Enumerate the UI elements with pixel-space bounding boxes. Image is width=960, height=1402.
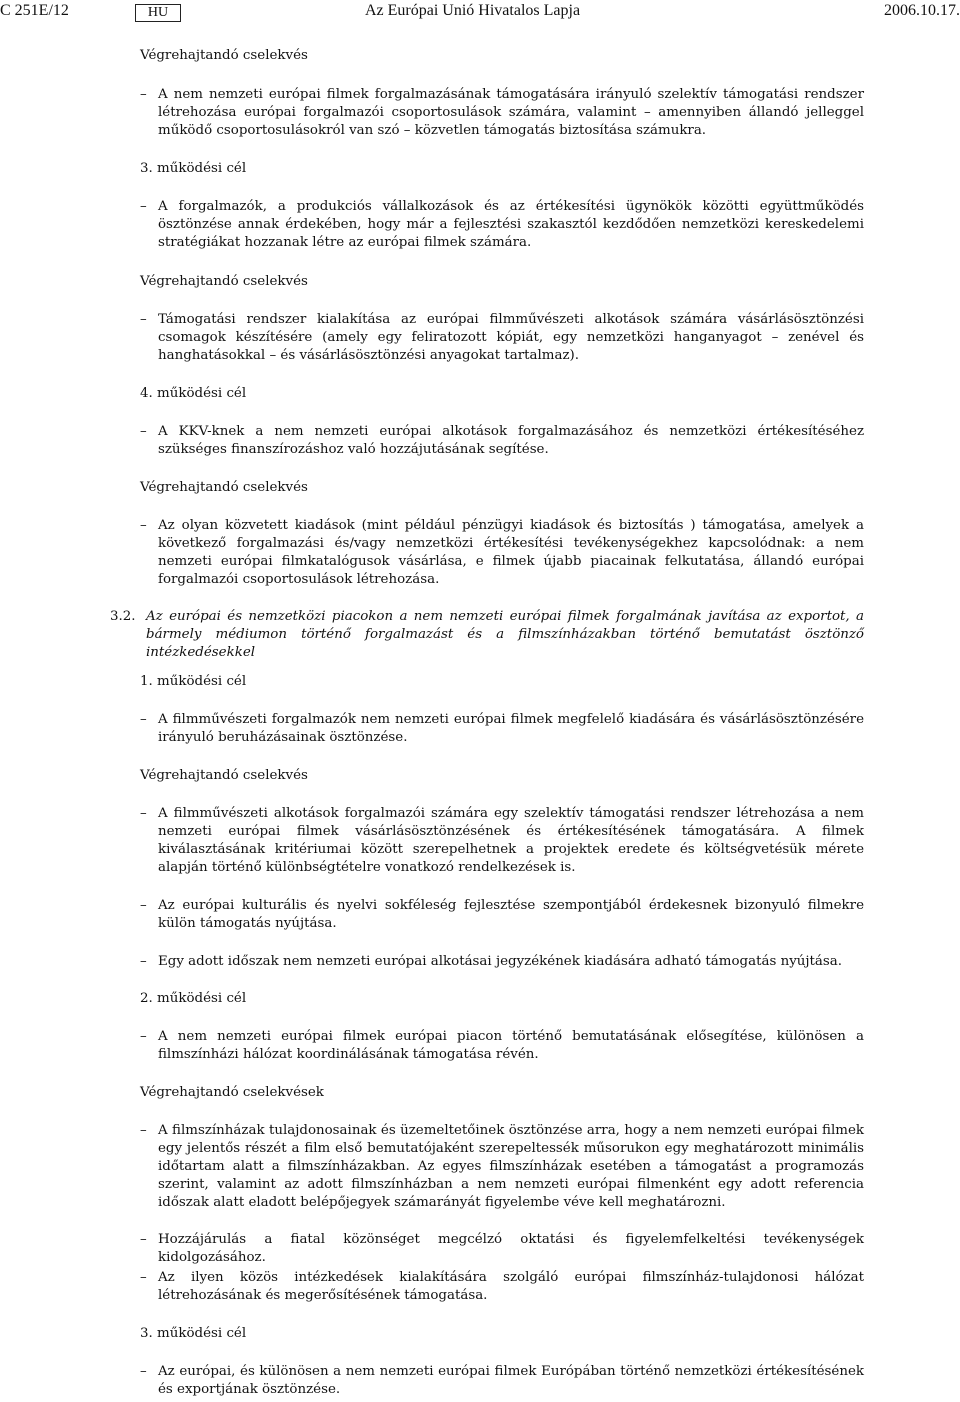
dash-bullet: – [140,712,147,727]
heading-action: Végrehajtandó cselekvés [140,768,308,783]
section-number: 3.2. [110,609,136,624]
heading-objective: 4. működési cél [140,386,247,401]
list-item [140,1231,864,1267]
heading-objective: 2. működési cél [140,991,247,1006]
list-item [140,1122,864,1212]
dash-bullet: – [140,806,147,821]
list-item-text: A nem nemzeti európai filmek forgalmazásának támogatására irányuló szelektív támogatási rendszer létrehozása európai forgalmazói csoportosulások számára, valamint – amennyiben állandó jelleggel működő csoportosulásokról van szó – közvetlen támogatás biztosítása számukra. [158,87,864,138]
dash-bullet: – [140,1232,147,1247]
list-item-text: Az olyan közvetett kiadások (mint például pénzügyi kiadások és biztosítás ) támogatása, amelyek a következő forgalmazási és/vagy nemzetközi értékesítési tevékenységekhez kapcsolódnak: a nem nemzeti európai filmkatalógusok vásárlása, e filmek újabb piacainak felkutatása, állandó európai forgalmazói csoportosulások létrehozása. [158,518,864,587]
list-item [140,86,864,140]
list-item [140,805,864,877]
list-item-text: A KKV-knek a nem nemzeti európai alkotások forgalmazásához és nemzetközi értékesítéséhez szükséges finanszírozáshoz való hozzájutásának segítése. [158,424,864,457]
heading-action: Végrehajtandó cselekvés [140,480,308,495]
list-item [140,1269,864,1305]
heading-action: Végrehajtandó cselekvések [140,1085,324,1100]
list-item-text: A filmművészeti alkotások forgalmazói számára egy szelektív támogatási rendszer létrehozása a nem nemzeti európai filmek vásárlásösztönzésének és értékesítésének támogatására. A filmek kiválasztásának kritériumai között szerepelhetnek a projektek eredete és költségvetésük mérete alapján történő különbségtételre vonatkozó rendelkezések is. [158,806,864,875]
page-header [0,2,960,24]
dash-bullet: – [140,1029,147,1044]
list-item-text: A forgalmazók, a produkciós vállalkozások és az értékesítési ügynökök közötti együttműködés ösztönzése annak érdekében, hogy már a fejlesztési szakasztól kezdődően nemzetközi kereskedelemi stratégiákat hozzanak létre az európai filmek számára. [158,199,864,250]
dash-bullet: – [140,954,147,969]
dash-bullet: – [140,87,147,102]
heading-action: Végrehajtandó cselekvés [140,48,308,63]
list-item-text: Az európai, és különösen a nem nemzeti európai filmek Európában történő nemzetközi értékesítésének és exportjának ösztönzése. [158,1364,864,1397]
dash-bullet: – [140,1270,147,1285]
list-item-text: Az ilyen közös intézkedések kialakítására szolgáló európai filmszínház-tulajdonosi hálózat létrehozásának és megerősítésének támogatása. [158,1270,864,1303]
list-item-text: Hozzájárulás a fiatal közönséget megcélzó oktatási és figyelemfelkeltési tevékenységek kidolgozásához. [158,1232,864,1265]
list-item-text: A filmművészeti forgalmazók nem nemzeti európai filmek megfelelő kiadására és vásárlásösztönzésére irányuló beruházásainak ösztönzése. [158,712,864,745]
list-item [140,1363,864,1399]
language-code-box: HU [135,4,181,22]
journal-title: Az Európai Unió Hivatalos Lapja [365,2,581,19]
list-item-text: A nem nemzeti európai filmek európai piacon történő bemutatásának elősegítése, különösen a filmszínházi hálózat koordinálásának támogatása révén. [158,1029,864,1062]
list-item [140,311,864,365]
dash-bullet: – [140,312,147,327]
heading-objective: 1. működési cél [140,674,247,689]
dash-bullet: – [140,898,147,913]
dash-bullet: – [140,199,147,214]
dash-bullet: – [140,424,147,439]
list-item [140,1028,864,1064]
list-item-text: Az európai kulturális és nyelvi sokféleség fejlesztése szempontjából érdekesnek bizonyuló filmekre külön támogatás nyújtása. [158,898,864,931]
list-item-text: Egy adott időszak nem nemzeti európai alkotásai jegyzékének kiadására adható támogatás nyújtása. [158,954,843,969]
heading-action: Végrehajtandó cselekvés [140,274,308,289]
journal-reference: C 251E/12 [0,2,69,19]
dash-bullet: – [140,518,147,533]
heading-objective: 3. működési cél [140,161,247,176]
dash-bullet: – [140,1123,147,1138]
list-item-text: Támogatási rendszer kialakítása az európai filmművészeti alkotások számára vásárlásösztönzési csomagok készítésére (amely egy feliratozott kópiát, egy nemzetközi hanganyagot – zenével és hanghatásokkal – és vásárlásösztönzési anyagokat tartalmaz). [158,312,864,363]
list-item-text: A filmszínházak tulajdonosainak és üzemeltetőinek ösztönzése arra, hogy a nem nemzeti európai filmek egy jelentős részét a film első bemutatójaként szerepeltessék műsorukon egy meghatározott minimális időtartam alatt a filmszínházakban. Az egyes filmszínházak esetében a támogatást a programozás szerint, valamint az adott filmszínházban a nem nemzeti európai filmenként egy adott referencia időszak alatt eladott belépőjegyek számarányát figyelembe véve kell meghatározni. [158,1123,864,1210]
section-heading [110,608,864,662]
dash-bullet: – [140,1364,147,1379]
publication-date: 2006.10.17. [884,2,960,19]
list-item [140,423,864,459]
list-item [140,517,864,589]
list-item [140,897,864,933]
list-item [140,953,864,971]
list-item [140,198,864,252]
list-item [140,711,864,747]
section-title: Az európai és nemzetközi piacokon a nem nemzeti európai filmek forgalmának javítása az exportot, a bármely médiumon történő forgalmazást és a filmszínházakban történő bemutatást ösztönző intézkedésekkel [146,609,864,660]
heading-objective: 3. működési cél [140,1326,247,1341]
